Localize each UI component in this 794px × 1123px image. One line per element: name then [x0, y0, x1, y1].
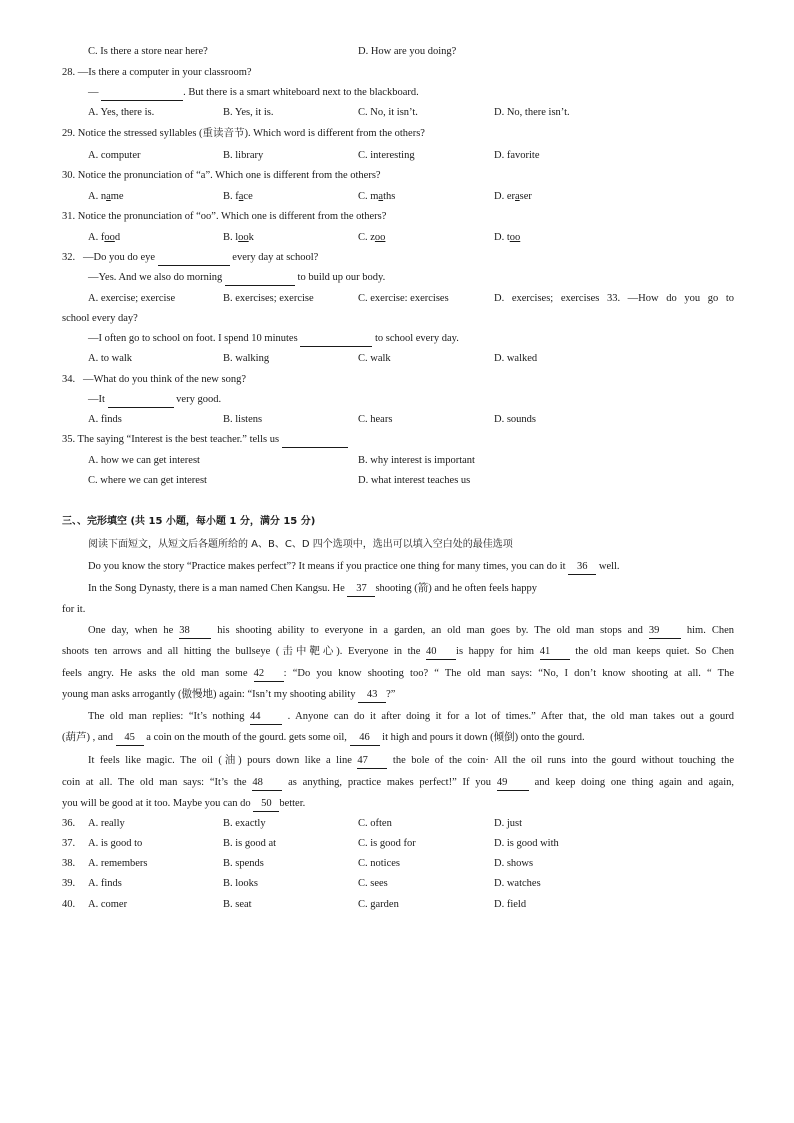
option-text: A. f: [88, 232, 105, 243]
underlined-letters: oo: [374, 232, 386, 243]
q32-option-a: A. exercise; exercise: [88, 293, 176, 304]
cloze-37-option-a: A. is good to: [88, 838, 143, 849]
option-text: C. z: [358, 232, 375, 243]
q32-option-d-and-q33: D. exercises; exercises 33. —How do you go to: [494, 293, 734, 304]
q28-question: —Is there a computer in your classroom?: [77, 67, 252, 78]
q30-option-d: [494, 190, 532, 204]
q27-option-d: D. How are you doing?: [358, 46, 457, 57]
passage-text: better.: [279, 798, 306, 809]
q29-option-d: D. favorite: [494, 150, 540, 161]
blank-47: 47: [357, 754, 387, 769]
blank-38: 38: [179, 624, 211, 639]
q28-blank: [101, 86, 183, 101]
passage-p5-line3: [62, 797, 305, 812]
q35-option-c: C. where we can get interest: [88, 475, 207, 486]
blank-46: 46: [350, 731, 380, 746]
blank-37: 37: [347, 582, 375, 597]
passage-text: The old man replies: “It’s nothing: [88, 711, 251, 722]
cloze-37-number: 37.: [62, 838, 76, 849]
q35-option-b: B. why interest is important: [358, 455, 475, 466]
option-text: k: [248, 232, 254, 243]
q27-option-c: C. Is there a store near here?: [88, 46, 208, 57]
cloze-40-option-d: D. field: [494, 899, 527, 910]
blank-39: 39: [649, 624, 681, 639]
q34-blank: [108, 393, 174, 408]
underlined-letters: a: [378, 191, 384, 202]
section-3-instruction: 阅读下面短文，从短文后各题所给的 A、B、C、D 四个选项中，选出可以填入空白处的最佳选项: [88, 539, 513, 550]
option-text: B. l: [223, 232, 239, 243]
q32-text: every day at school?: [232, 252, 319, 263]
passage-text: the bole of the coin· All the oil runs into the gourd without touching the: [387, 755, 734, 766]
q32-option-c: C. exercise: exercises: [358, 293, 449, 304]
cloze-36-option-d: D. just: [494, 818, 523, 829]
cloze-36-option-c: C. often: [358, 818, 392, 829]
blank-40: 40: [426, 645, 456, 660]
underlined-letters: oo: [238, 232, 249, 243]
q29-option-c: C. interesting: [358, 150, 415, 161]
q31-option-b: [223, 231, 254, 245]
q28-option-a: A. Yes, there is.: [88, 107, 155, 118]
q32-stem: [62, 251, 318, 266]
cloze-38-option-d: D. shows: [494, 858, 534, 869]
passage-text: his shooting ability to everyone in a garden, an old man goes by. The old man stops and: [211, 625, 649, 636]
option-text: D. er: [494, 191, 515, 202]
blank-44: 44: [250, 710, 282, 725]
passage-text: him. Chen: [680, 625, 734, 636]
cloze-37-option-c: C. is good for: [358, 838, 416, 849]
q35-option-a: A. how we can get interest: [88, 455, 200, 466]
q30-stem: 30. Notice the pronunciation of “a”. Which one is different from the others?: [62, 170, 381, 181]
passage-p2: [88, 582, 537, 597]
q31-stem: 31. Notice the pronunciation of “oo”. Which one is different from the others?: [62, 211, 387, 222]
q34-option-c: C. hears: [358, 414, 393, 425]
option-text: ser: [519, 191, 532, 202]
passage-p3-line4: [62, 688, 395, 703]
passage-text: : “Do you know shooting too? “ The old man says: “No, I don’t know shooting at all. “ The: [283, 668, 734, 679]
q34-question: —What do you think of the new song?: [83, 374, 247, 385]
q35-option-d: D. what interest teaches us: [358, 475, 471, 486]
q35-stem: [62, 433, 348, 448]
q33-text: to school every day.: [374, 333, 459, 344]
q30-option-c: [358, 190, 395, 204]
q32-line2: [88, 271, 385, 286]
cloze-38-option-b: B. spends: [223, 858, 264, 869]
cloze-40-option-c: C. garden: [358, 899, 399, 910]
cloze-40-number: 40.: [62, 899, 76, 910]
q35-question: 35. The saying “Interest is the best teacher.” tells us: [62, 434, 280, 445]
q34-stem: [62, 373, 246, 387]
q29-option-b: B. library: [223, 150, 264, 161]
cloze-36-option-a: A. really: [88, 818, 125, 829]
passage-text: a coin on the mouth of the gourd. gets some oil,: [143, 732, 350, 743]
cloze-36-option-b: B. exactly: [223, 818, 266, 829]
passage-text: shooting (箭) and he often feels happy: [375, 583, 537, 594]
passage-p1: [88, 560, 620, 575]
option-text: B. f: [223, 191, 239, 202]
option-text: ce: [243, 191, 253, 202]
passage-text: as anything, practice makes perfect!” If you: [282, 777, 497, 788]
cloze-38-option-c: C. notices: [358, 858, 400, 869]
passage-text: shoots ten arrows and all hitting the bullseye (击中靶心). Everyone in the: [62, 646, 427, 657]
passage-text: One day, when he: [88, 625, 180, 636]
q32-blank-2: [225, 271, 295, 286]
passage-p2-wrap: for it.: [62, 604, 86, 615]
passage-p3-line2: [62, 645, 734, 660]
cloze-38-option-a: A. remembers: [88, 858, 148, 869]
passage-text: Do you know the story “Practice makes perfect”? It means if you practice one thing for many times, you can do it: [88, 561, 569, 572]
passage-text: is happy for him: [456, 646, 540, 657]
blank-50: 50: [253, 797, 279, 812]
q34-option-a: A. finds: [88, 414, 122, 425]
passage-text: young man asks arrogantly (傲慢地) again: “Isn’t my shooting ability: [62, 689, 359, 700]
q34-text: —It: [88, 394, 105, 405]
option-text: d: [114, 232, 121, 243]
passage-text: and keep doing one thing again and again,: [528, 777, 734, 788]
passage-text: well.: [596, 561, 620, 572]
option-text: me: [110, 191, 124, 202]
passage-p5-line1: [88, 754, 734, 769]
q32-number: 32.: [62, 252, 76, 263]
q31-option-a: [88, 231, 120, 245]
blank-48: 48: [252, 776, 282, 791]
option-text: A. n: [88, 191, 107, 202]
passage-p5-line2: [62, 776, 734, 791]
passage-p3-line3: [62, 667, 734, 682]
q34-option-d: D. sounds: [494, 414, 537, 425]
passage-text: feels angry. He asks the old man some: [62, 668, 254, 679]
q28-number: 28.: [62, 67, 76, 78]
cloze-39-option-a: A. finds: [88, 878, 122, 889]
underlined-letters: oo: [104, 232, 115, 243]
underlined-letters: oo: [509, 232, 521, 243]
blank-49: 49: [497, 776, 529, 791]
q32-text: —Yes. And we also do morning: [88, 272, 223, 283]
q35-blank: [282, 433, 348, 448]
passage-text: ?”: [386, 689, 396, 700]
passage-text: the old man keeps quiet. So Chen: [569, 646, 734, 657]
blank-45: 45: [116, 731, 144, 746]
cloze-39-option-c: C. sees: [358, 878, 388, 889]
passage-text: coin at all. The old man says: “It’s the: [62, 777, 253, 788]
passage-p3-line1: [88, 624, 734, 639]
dash: —: [88, 87, 99, 98]
q28-stem: [62, 66, 252, 80]
blank-42: 42: [254, 667, 284, 682]
q32-text: to build up our body.: [297, 272, 386, 283]
passage-text: you will be good at it too. Maybe you can do: [62, 798, 254, 809]
q33-blank: [300, 332, 372, 347]
q30-option-a: [88, 190, 124, 204]
cloze-38-number: 38.: [62, 858, 76, 869]
passage-p4-line2: [62, 731, 585, 746]
passage-text: (葫芦) , and: [62, 732, 116, 743]
cloze-40-option-b: B. seat: [223, 899, 252, 910]
q32-text: —Do you do eye: [83, 252, 156, 263]
q33-option-b: B. walking: [223, 353, 270, 364]
underlined-letters: a: [106, 191, 111, 202]
cloze-39-number: 39.: [62, 878, 76, 889]
q31-option-c: [358, 231, 385, 245]
q30-option-b: [223, 190, 253, 204]
cloze-39-option-b: B. looks: [223, 878, 259, 889]
cloze-40-option-a: A. comer: [88, 899, 128, 910]
q32-option-b: B. exercises; exercise: [223, 293, 314, 304]
blank-43: 43: [358, 688, 386, 703]
cloze-37-option-d: D. is good with: [494, 838, 559, 849]
q33-option-d: D. walked: [494, 353, 538, 364]
cloze-36-number: 36.: [62, 818, 76, 829]
section-3-title: 三、、完形填空 (共 15 小题，每小题 1 分，满分 15 分): [62, 516, 316, 527]
q28-answer-text: . But there is a smart whiteboard next to the blackboard.: [183, 87, 419, 98]
q33-option-c: C. walk: [358, 353, 391, 364]
option-text: D. t: [494, 232, 510, 243]
passage-text: In the Song Dynasty, there is a man named Chen Kangsu. He: [88, 583, 348, 594]
q34-option-b: B. listens: [223, 414, 263, 425]
passage-p4-line1: [88, 710, 734, 725]
underlined-letters: a: [238, 191, 244, 202]
option-text: ths: [383, 191, 396, 202]
q28-answer-line: [88, 86, 419, 101]
q29-option-a: A. computer: [88, 150, 141, 161]
q33-option-a: A. to walk: [88, 353, 133, 364]
cloze-37-option-b: B. is good at: [223, 838, 277, 849]
q34-text: very good.: [176, 394, 222, 405]
q33-text: —I often go to school on foot. I spend 10 minutes: [88, 333, 298, 344]
passage-text: it high and pours it down (倾倒) onto the gourd.: [379, 732, 585, 743]
q32-blank-1: [158, 251, 230, 266]
cloze-39-option-d: D. watches: [494, 878, 541, 889]
q33-wrap: school every day?: [62, 313, 138, 324]
q28-option-c: C. No, it isn’t.: [358, 107, 418, 118]
q34-line2: [88, 393, 221, 408]
blank-41: 41: [540, 645, 570, 660]
q33-line2: [88, 332, 459, 347]
q34-number: 34.: [62, 374, 76, 385]
q31-option-d: [494, 231, 520, 245]
q28-option-b: B. Yes, it is.: [223, 107, 274, 118]
blank-36: 36: [568, 560, 596, 575]
option-text: C. m: [358, 191, 379, 202]
underlined-letters: a: [515, 191, 520, 202]
passage-text: It feels like magic. The oil (油) pours down like a line: [88, 755, 358, 766]
passage-text: . Anyone can do it after doing it for a lot of times.” After that, the old man takes out a gourd: [282, 711, 734, 722]
q29-stem: 29. Notice the stressed syllables (重读音节). Which word is different from the others?: [62, 128, 425, 139]
q28-option-d: D. No, there isn’t.: [494, 107, 570, 118]
